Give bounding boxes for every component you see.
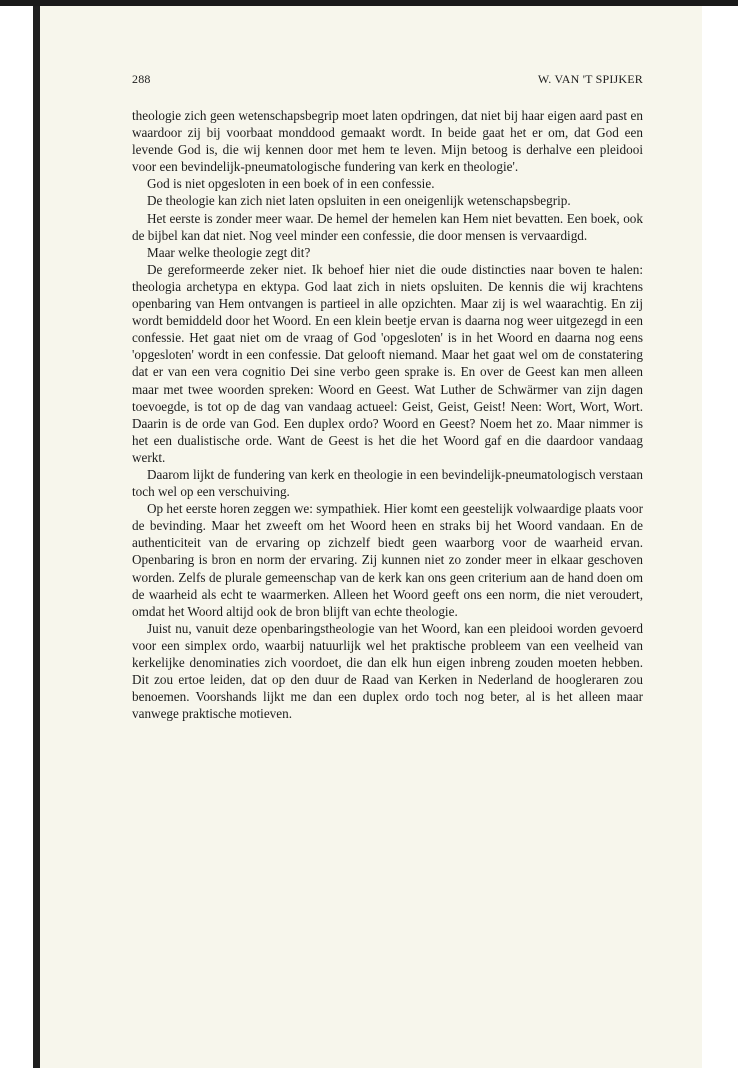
paragraph: Juist nu, vanuit deze openbaringstheologie van het Woord, kan een pleidooi worden gevoerd voor een simplex ordo, waarbij natuurlijk wel het praktische probleem van een veelheid van kerkelijke denominaties zich voordoet, die dan elk hun eigen inbreng zouden moeten hebben. Dit zou ertoe leiden, dat op den duur de Raad van Kerken in Nederland de hoogleraren zou benoemen. Voorshands lijkt me dan een duplex ordo toch nog beter, al is het alleen maar vanwege praktische motieven. [132,620,643,722]
paragraph: Het eerste is zonder meer waar. De hemel der hemelen kan Hem niet bevatten. Een boek, ook de bijbel kan dat niet. Nog veel minder een confessie, die door mensen is vervaardigd. [132,210,643,243]
body-text [132,107,643,722]
paragraph: Maar welke theologie zegt dit? [147,244,311,260]
scan-right-margin [702,6,738,1068]
page-number: 288 [132,72,151,86]
paragraph: De theologie kan zich niet laten opsluiten in een oneigenlijk wetenschapsbegrip. [147,193,571,209]
paragraph: Daarom lijkt de fundering van kerk en theologie in een bevindelijk-pneumatologisch verstaan toch wel op een verschuiving. [132,466,643,500]
paragraph: God is niet opgesloten in een boek of in een confessie. [147,176,435,192]
page-header [132,72,643,92]
paragraph: Op het eerste horen zeggen we: sympathiek. Hier komt een geestelijk volwaardige plaats voor de bevinding. Maar het zweeft om het Woord heen en straks bij het Woord vandaan. En de authenticiteit van de ervaring op zichzelf biedt geen waarborg voor de waarheid ervan. Openbaring is bron en norm der ervaring. Zij kunnen niet zo zonder meer in elkaar geschoven worden. Zelfs de plurale gemeenschap van de kerk kan ons geen criterium aan de hand doen om de waarheid als echt te waarmerken. Alleen het Woord geeft ons een norm, die niet veroudert, omdat het Woord altijd ook de bron blijft van echte theologie. [132,501,643,619]
scan-left-edge [33,6,40,1068]
running-head: W. VAN 'T SPIJKER [537,72,643,86]
paragraph: theologie zich geen wetenschapsbegrip moet laten opdringen, dat niet bij haar eigen aard past en waardoor zij bij voorbaat monddood gemaakt wordt. In beide gaat het er om, dat God een levende God is, die wij kennen door met hem te leven. Mijn betoog is derhalve een pleidooi voor een bevindelijk-pneumatologische fundering van kerk en theologie'. [132,108,643,175]
paragraph: De gereformeerde zeker niet. Ik behoef hier niet die oude distincties naar boven te halen: theologia archetypa en ektypa. God laat zich in niets opsluiten. De kennis die wij krachtens openbaring van Hem ontvangen is partieel in alle opzichten. Maar zij is wel waarachtig. En zij wordt bemiddeld door het Woord. En een klein beetje ervan is daarna nog weer uitgezegd in een confessie. Het gaat niet om de vraag of God 'opgesloten' is in het Woord en daarna nog eens 'opgesloten' wordt in een confessie. Dat gelooft niemand. Maar het gaat wel om de constatering dat er van een vera cognitio Dei sine verbo geen sprake is. En over de Geest kan men alleen maar met twee woorden spreken: Woord en Geest. Wat Luther de Schwärmer van zijn dagen toevoegde, is tot op de dag van vandaag actueel: Geist, Geist, Geist! Neen: Wort, Wort, Wort. Daarin is de orde van God. Een duplex ordo? Woord en Geest? Noem het zo. Maar nimmer is het een dualistische orde. Want de Geest is het die het Woord gaf en die daardoor vandaag werkt. [132,261,643,465]
